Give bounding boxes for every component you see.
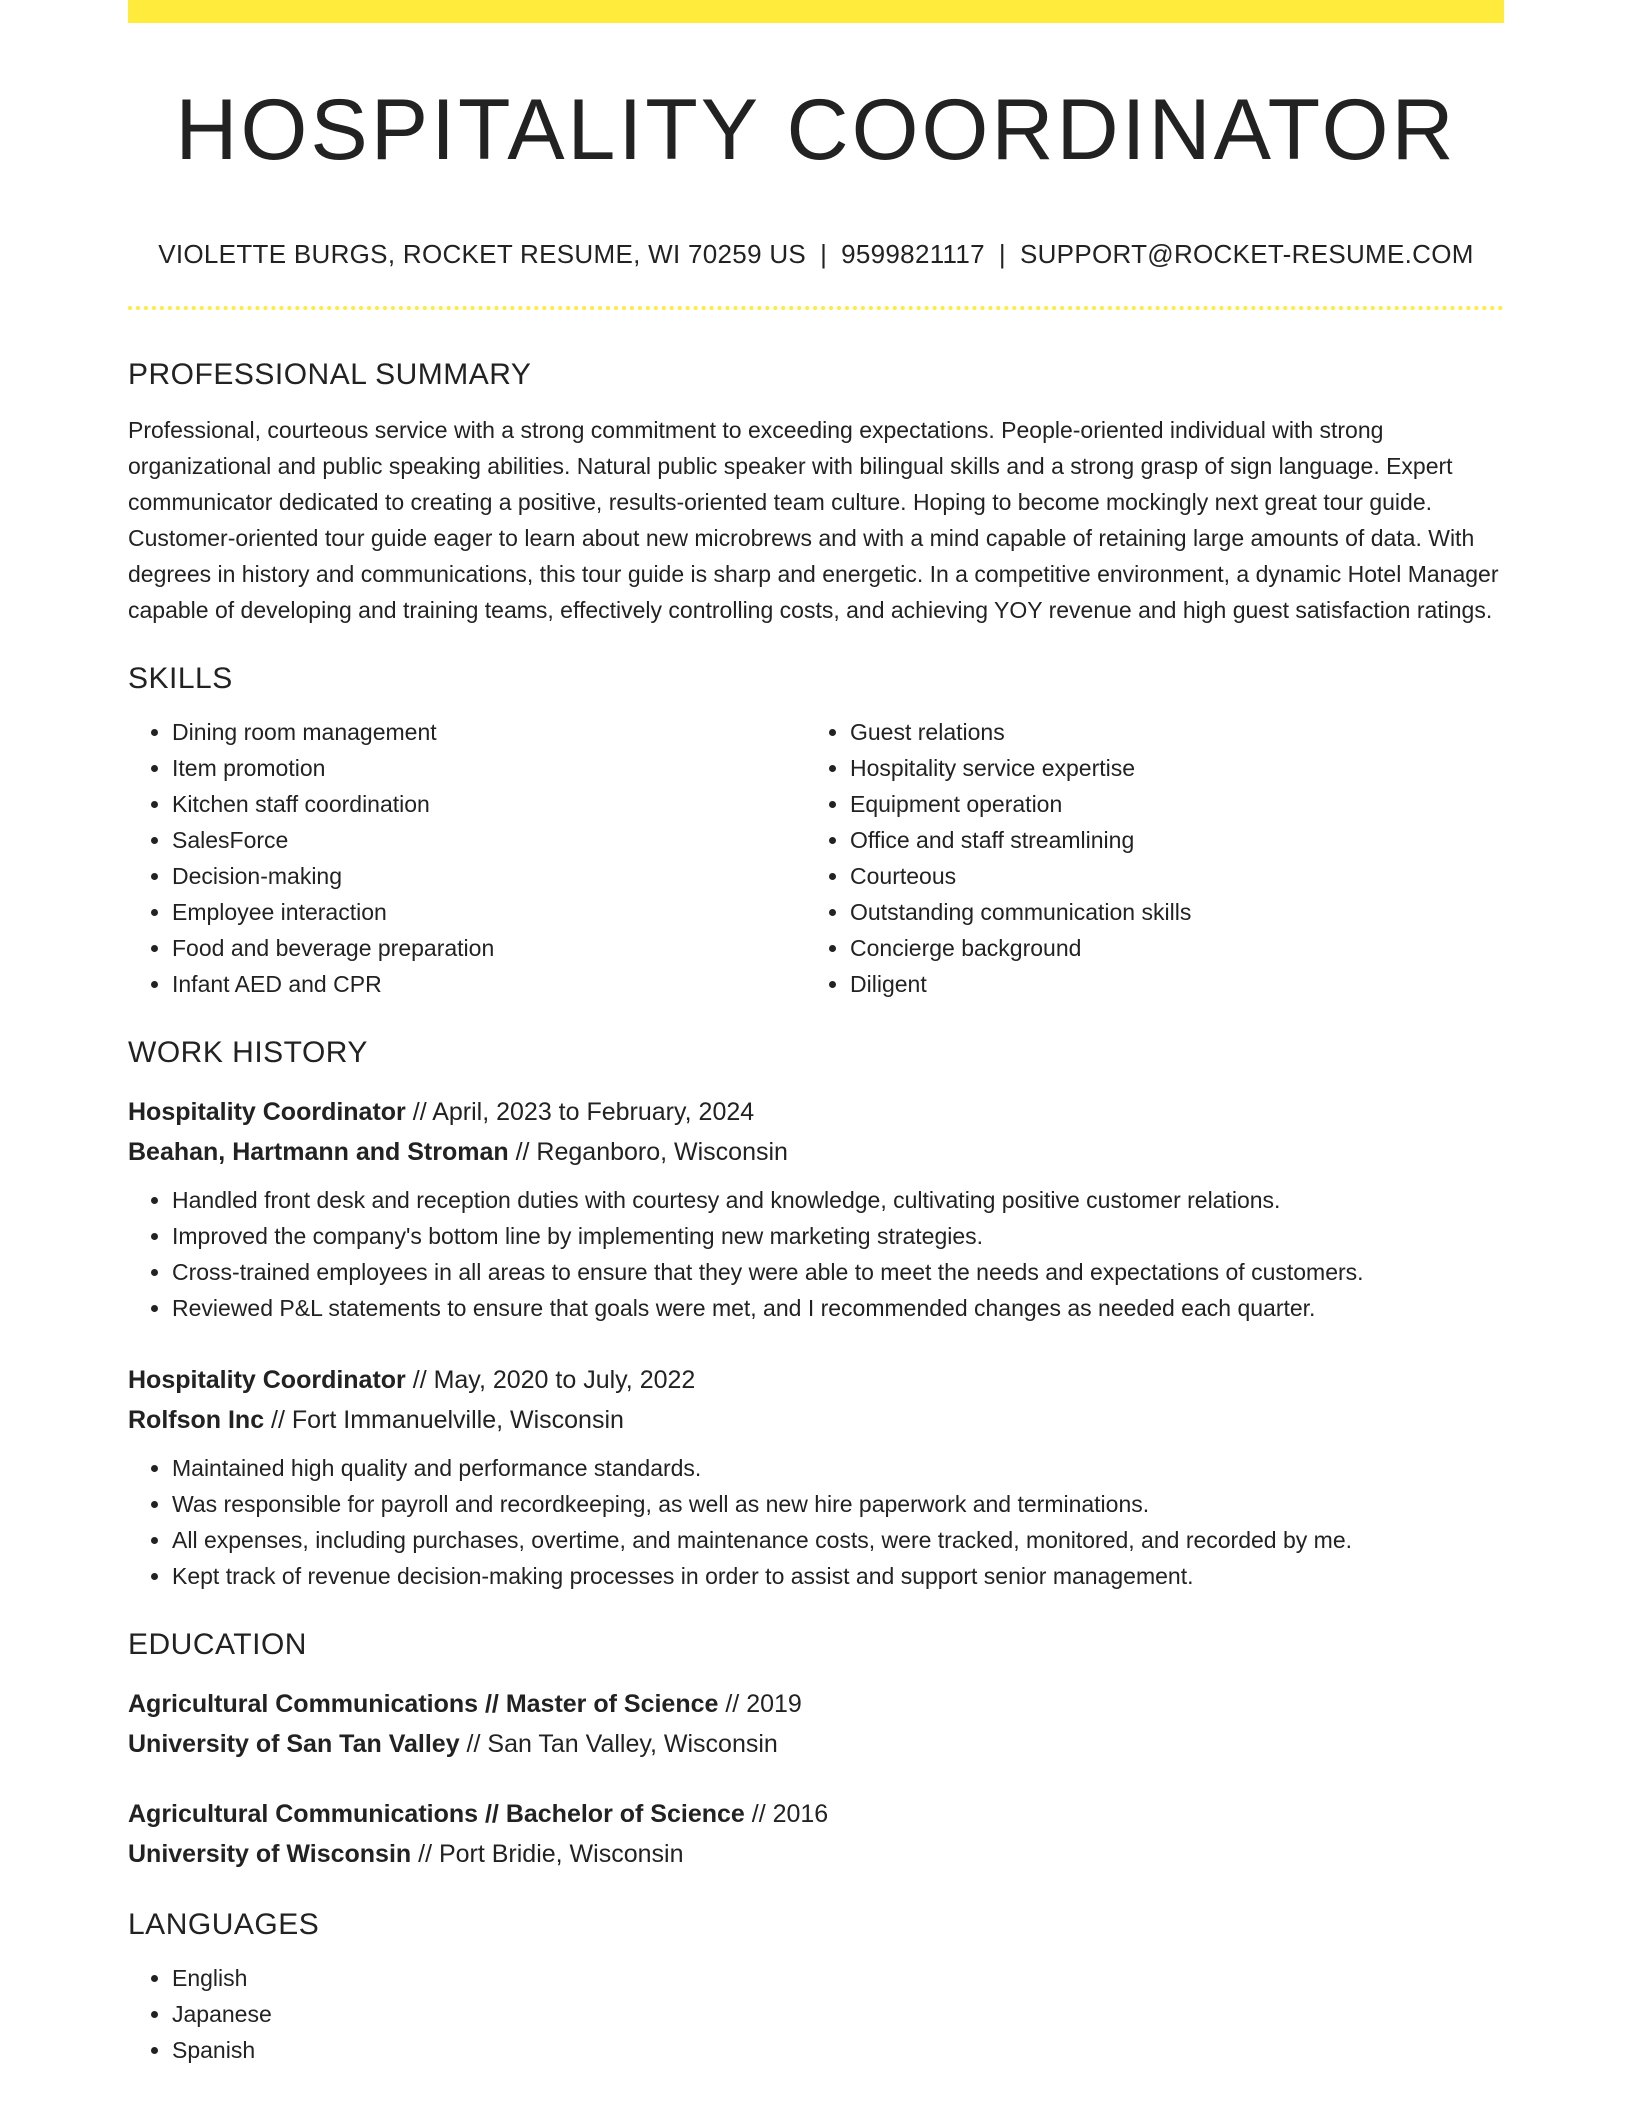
education-entry (128, 1684, 1504, 1764)
job-bullet: • Reviewed P&L statements to ensure that goals were met, and I recommended changes as needed each quarter. (172, 1290, 1504, 1326)
skill-item: • SalesForce (172, 822, 806, 858)
job-dates: // April, 2023 to February, 2024 (405, 1098, 755, 1126)
skill-item: • Guest relations (850, 714, 1484, 750)
skills-grid (128, 714, 1504, 1002)
language-item: • Spanish (172, 2032, 1504, 2068)
school: University of Wisconsin (128, 1840, 412, 1868)
work-history-section (128, 1028, 1504, 1594)
skill-item: • Concierge background (850, 930, 1484, 966)
job-bullet: • Handled front desk and reception duties with courtesy and knowledge, cultivating positive customer relations. (172, 1182, 1504, 1218)
degree-year: // 2016 (744, 1800, 829, 1828)
work-history-heading: WORK HISTORY (128, 1036, 368, 1069)
summary-text: Professional, courteous service with a strong commitment to exceeding expectations. People-oriented individual with strong organizational and public speaking abilities. Natural public speaker with bilingual skills and a strong grasp of sign language. Expert communicator dedicated to creating a positive, results-oriented team culture. Hoping to become mockingly next great tour guide. Customer-oriented tour guide eager to learn about new microbrews and with a mind capable of retaining large amounts of data. With degrees in history and communications, this tour guide is sharp and energetic. In a competitive environment, a dynamic Hotel Manager capable of developing and training teams, effectively controlling costs, and achieving YOY revenue and high guest satisfaction ratings. (128, 417, 1499, 623)
job-bullet: • Maintained high quality and performance standards. (172, 1450, 1504, 1486)
skill-item: • Kitchen staff coordination (172, 786, 806, 822)
skills-list-right (806, 714, 1484, 1002)
contact-separator: | (820, 239, 828, 269)
page-title: HOSPITALITY COORDINATOR (175, 82, 1457, 178)
school-line (128, 1834, 1504, 1874)
job-bullet: • Kept track of revenue decision-making processes in order to assist and support senior management. (172, 1558, 1504, 1594)
job-title: Hospitality Coordinator (128, 1366, 406, 1394)
school-line (128, 1724, 1504, 1764)
languages-list (128, 1960, 1504, 2068)
school: University of San Tan Valley (128, 1730, 460, 1758)
skill-item: • Employee interaction (172, 894, 806, 930)
skills-heading: SKILLS (128, 662, 233, 695)
language-item: • English (172, 1960, 1504, 1996)
job-bullet: • Cross-trained employees in all areas to ensure that they were able to meet the needs and expectations of customers. (172, 1254, 1504, 1290)
job-title-line (128, 1360, 1504, 1400)
summary-section (128, 350, 1504, 628)
job-bullet: • Was responsible for payroll and recordkeeping, as well as new hire paperwork and terminations. (172, 1486, 1504, 1522)
job-dates: // May, 2020 to July, 2022 (405, 1366, 696, 1394)
school-location: // San Tan Valley, Wisconsin (459, 1730, 778, 1758)
contact-line (128, 236, 1504, 272)
job-title-line (128, 1092, 1504, 1132)
job-company-line (128, 1400, 1504, 1440)
skill-item: • Courteous (850, 858, 1484, 894)
degree: Agricultural Communications // Bachelor of Science (128, 1800, 745, 1828)
job-title: Hospitality Coordinator (128, 1098, 406, 1126)
skill-item: • Equipment operation (850, 786, 1484, 822)
education-heading: EDUCATION (128, 1628, 307, 1661)
education-section (128, 1620, 1504, 1874)
skill-item: • Infant AED and CPR (172, 966, 806, 1002)
job-entry (128, 1360, 1504, 1594)
degree-year: // 2019 (718, 1690, 802, 1718)
languages-section (128, 1900, 1504, 2068)
contact-address: VIOLETTE BURGS, ROCKET RESUME, WI 70259 US (158, 239, 807, 269)
job-entry (128, 1092, 1504, 1326)
contact-phone: 9599821117 (841, 239, 985, 269)
job-company-line (128, 1132, 1504, 1172)
top-accent-bar (128, 0, 1504, 23)
degree-line (128, 1684, 1504, 1724)
degree-line (128, 1794, 1504, 1834)
job-bullet: • Improved the company's bottom line by implementing new marketing strategies. (172, 1218, 1504, 1254)
skills-list-left (128, 714, 806, 1002)
job-location: // Fort Immanuelville, Wisconsin (264, 1406, 624, 1434)
skill-item: • Dining room management (172, 714, 806, 750)
contact-email: SUPPORT@ROCKET-RESUME.COM (1019, 239, 1474, 269)
job-bullets (128, 1450, 1504, 1594)
summary-heading: PROFESSIONAL SUMMARY (128, 358, 532, 391)
contact-separator: | (998, 239, 1006, 269)
job-bullets (128, 1182, 1504, 1326)
skill-item: • Decision-making (172, 858, 806, 894)
skill-item: • Diligent (850, 966, 1484, 1002)
degree: Agricultural Communications // Master of Science (128, 1690, 719, 1718)
skill-item: • Office and staff streamlining (850, 822, 1484, 858)
job-location: // Reganboro, Wisconsin (508, 1138, 788, 1166)
skill-item: • Food and beverage preparation (172, 930, 806, 966)
education-entry (128, 1794, 1504, 1874)
language-item: • Japanese (172, 1996, 1504, 2032)
job-company: Beahan, Hartmann and Stroman (128, 1138, 509, 1166)
skill-item: • Item promotion (172, 750, 806, 786)
dotted-divider (128, 306, 1504, 310)
job-bullet: • All expenses, including purchases, overtime, and maintenance costs, were tracked, monitored, and recorded by me. (172, 1522, 1504, 1558)
languages-heading: LANGUAGES (128, 1908, 320, 1941)
skills-section (128, 654, 1504, 1002)
skill-item: • Hospitality service expertise (850, 750, 1484, 786)
job-company: Rolfson Inc (128, 1406, 265, 1434)
skill-item: • Outstanding communication skills (850, 894, 1484, 930)
resume-body (128, 350, 1504, 2068)
school-location: // Port Bridie, Wisconsin (411, 1840, 684, 1868)
